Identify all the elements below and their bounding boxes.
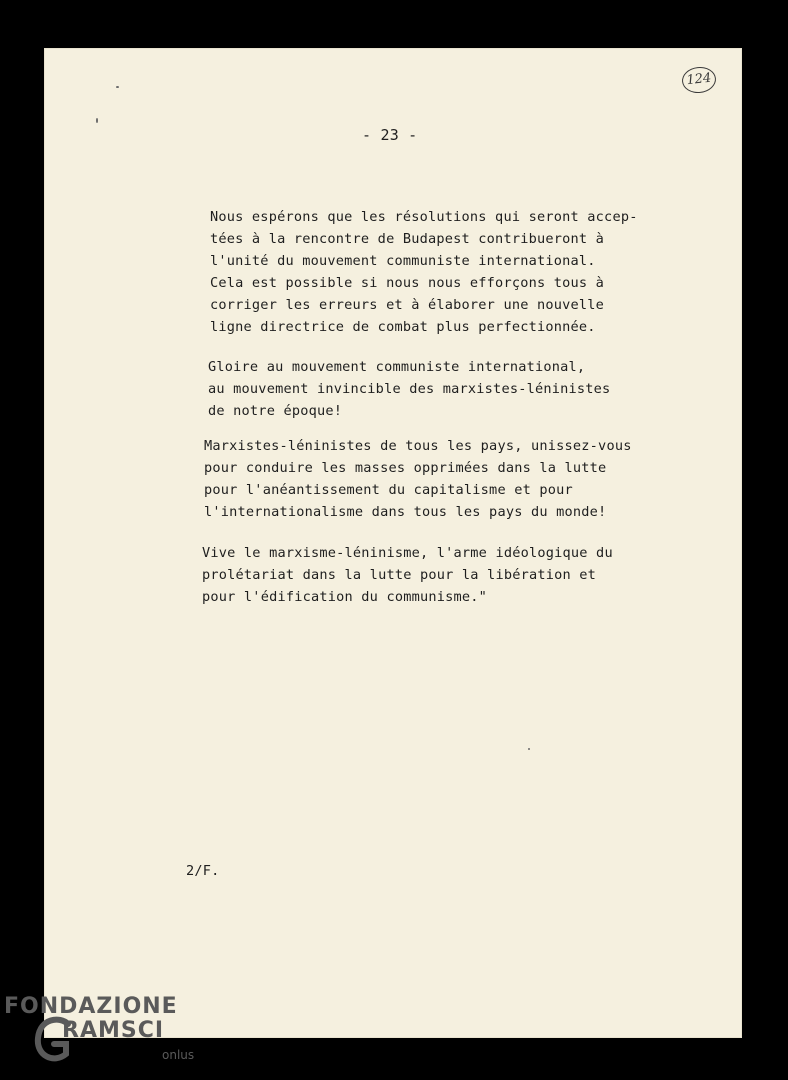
page-number: - 23 - — [362, 126, 418, 144]
watermark-line1: FONDAZIONE — [4, 994, 178, 1019]
paragraph-gloire: Gloire au mouvement communiste international, au mouvement invincible des marxistes-léninistes de notre époque! — [208, 359, 611, 419]
archive-number: 124 — [681, 65, 718, 94]
footer-reference: 2/F. — [186, 863, 220, 879]
paragraph-marxistes: Marxistes-léninistes de tous les pays, unissez-vous pour conduire les masses opprimées dans la lutte pour l'anéantissement du capitalisme et pour l'internationalisme dans tous les pays du monde! — [204, 438, 632, 520]
paper-speck — [528, 748, 530, 750]
paper-speck — [116, 86, 119, 88]
watermark-suffix: onlus — [162, 1048, 195, 1062]
paper-speck — [96, 118, 98, 123]
paper-sheet — [44, 48, 742, 1038]
paragraph-vive: Vive le marxisme-léninisme, l'arme idéologique du prolétariat dans la lutte pour la libération et pour l'édification du communisme." — [202, 545, 613, 605]
watermark-line2: RAMSCI — [62, 1018, 165, 1043]
fondazione-gramsci-watermark — [4, 994, 204, 1074]
paragraph-budapest: Nous espérons que les résolutions qui seront accep- tées à la rencontre de Budapest contribueront à l'unité du mouvement communiste international. Cela est possible si nous nous efforçons tous à corriger les erreurs et à élaborer une nouvelle ligne directrice de combat plus perfectionnée. — [210, 209, 638, 335]
